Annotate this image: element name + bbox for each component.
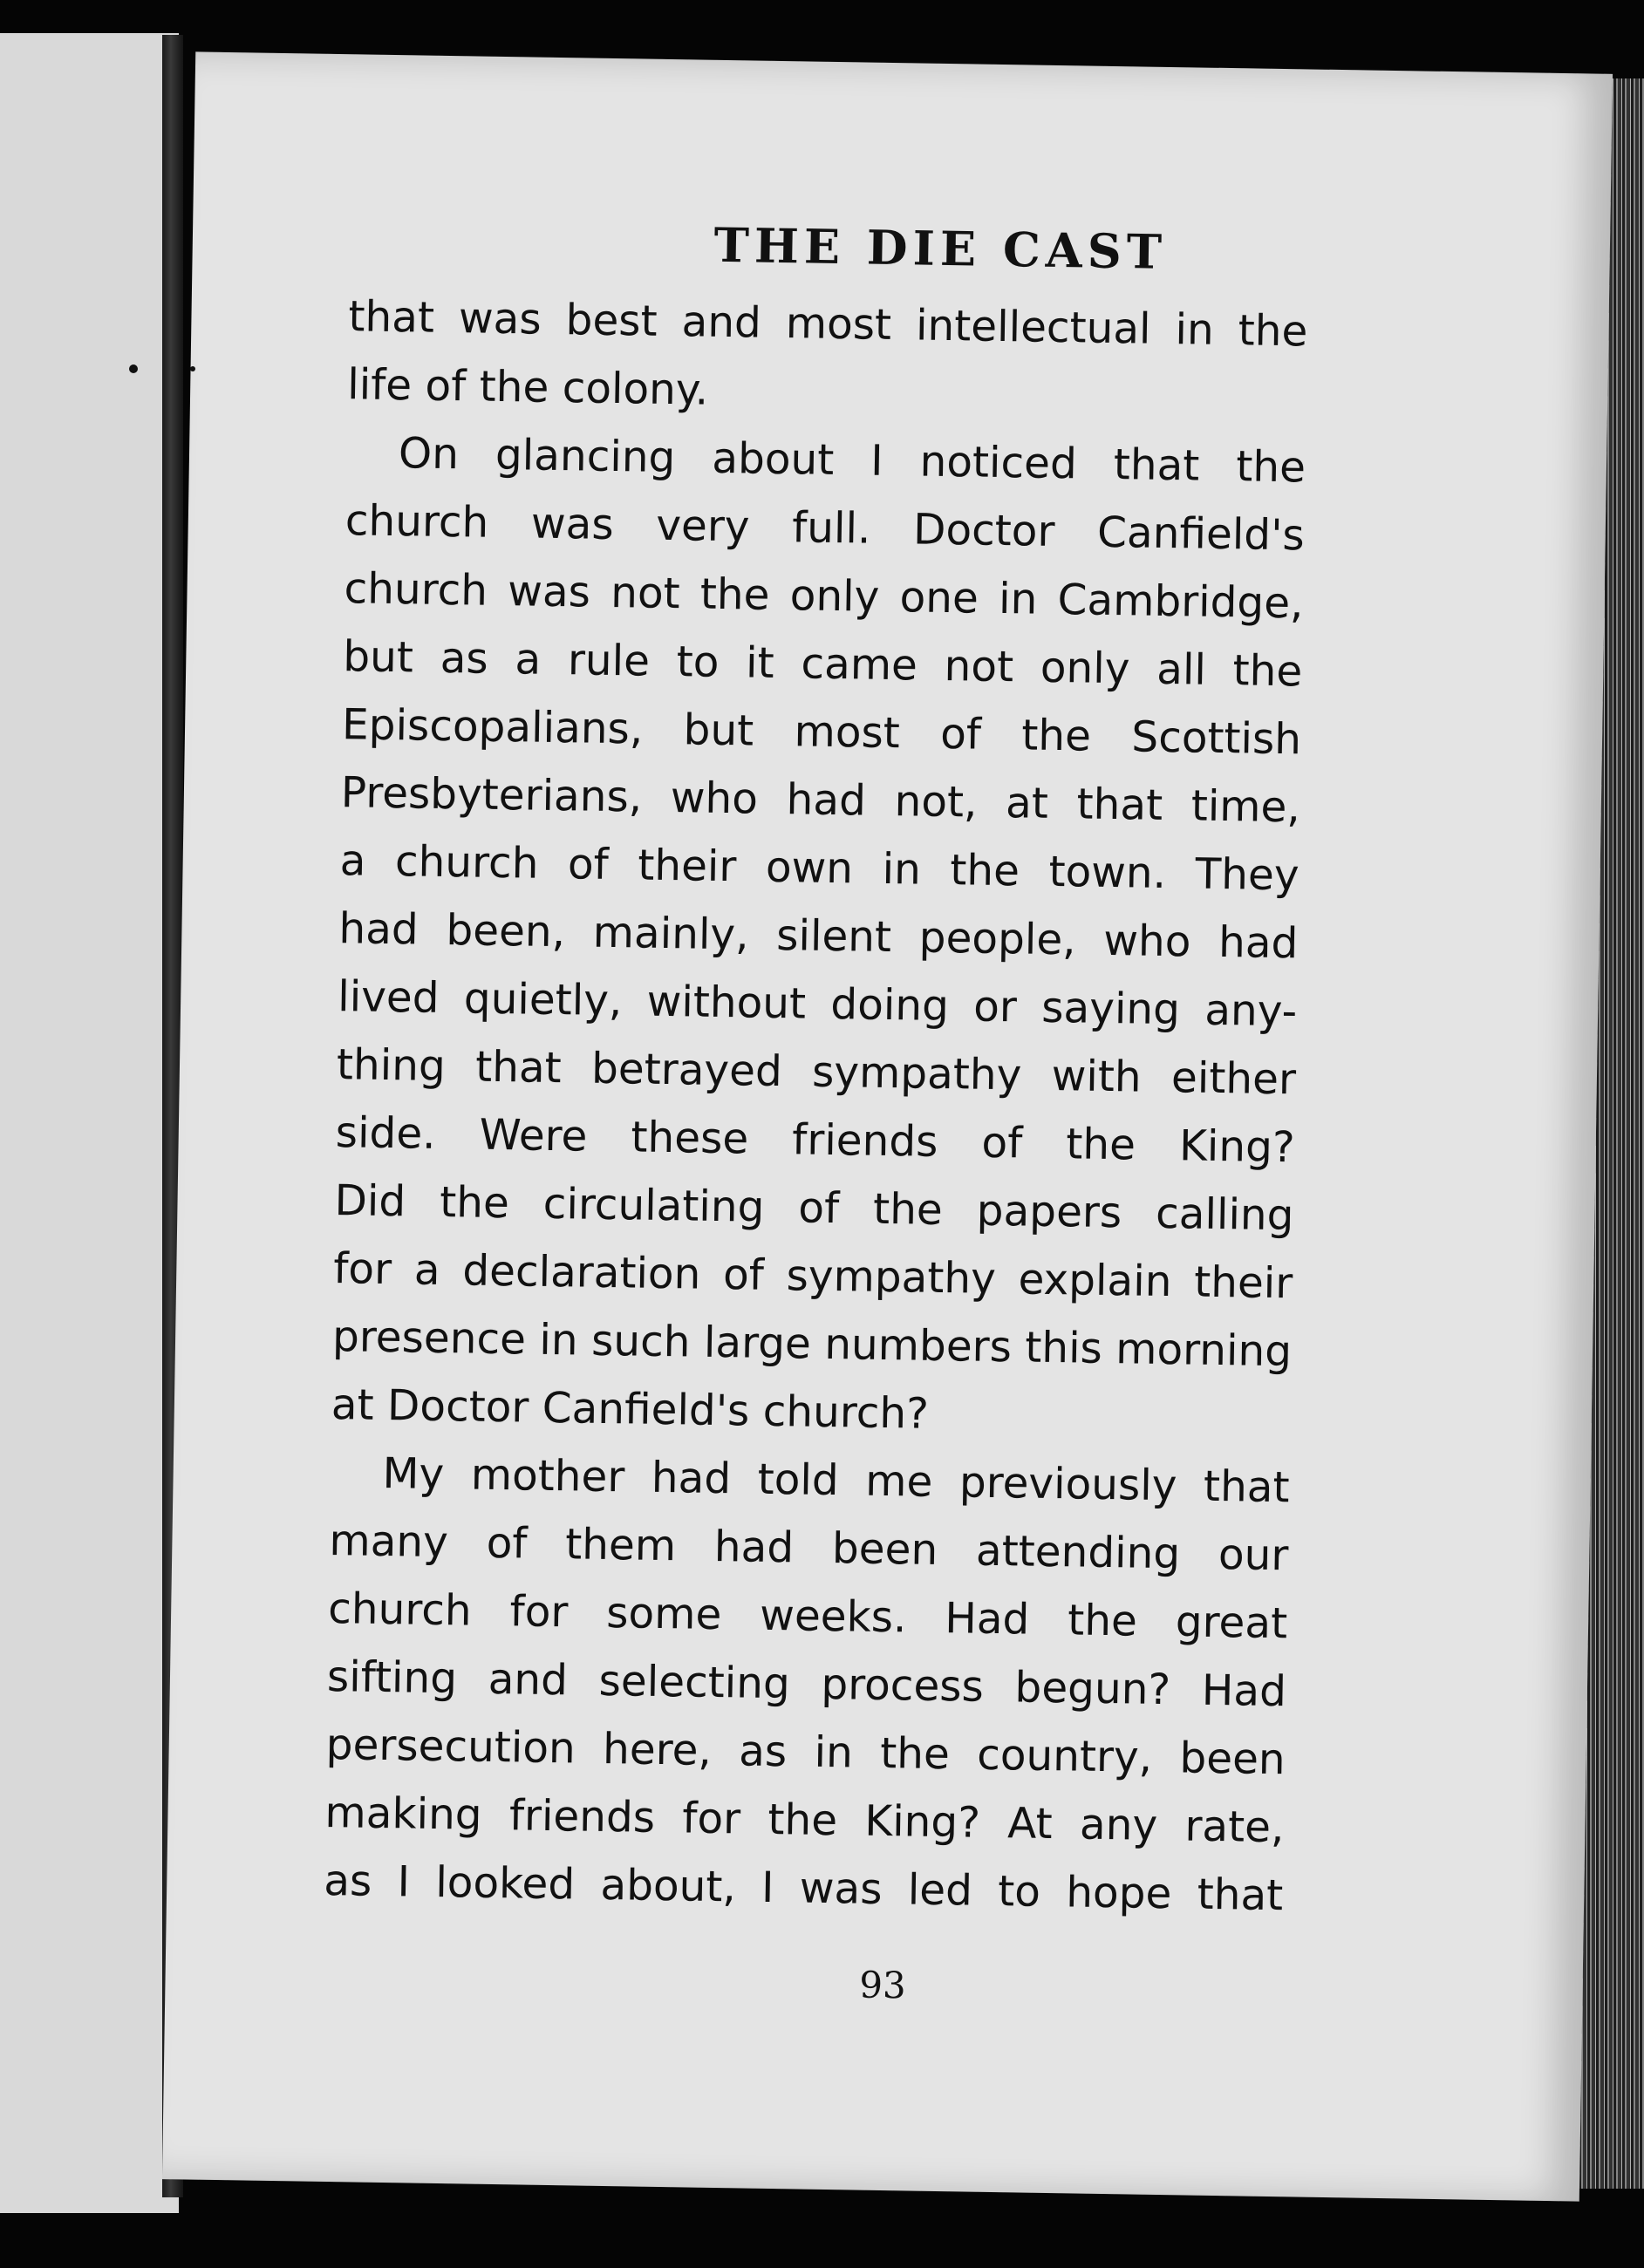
text-line: had been, mainly, silent people, who had	[338, 904, 1299, 969]
text-line: for a declaration of sympathy explain their	[332, 1244, 1293, 1309]
text-line: persecution here, as in the country, been	[325, 1720, 1286, 1785]
text-line: church for some weeks. Had the great	[327, 1584, 1288, 1649]
text-line: sifting and selecting process begun? Had	[326, 1652, 1287, 1717]
text-line: church was not the only one in Cambridge,	[344, 564, 1304, 629]
body-text	[324, 283, 1308, 1930]
text-line: a church of their own in the town. They	[339, 836, 1300, 901]
text-line: that was best and most intellectual in the	[348, 292, 1308, 357]
text-line: making friends for the King? At any rate,	[324, 1788, 1285, 1853]
text-line: church was very full. Doctor Canfield's	[344, 496, 1306, 561]
book-page	[162, 51, 1613, 2201]
running-head: THE DIE CAST	[713, 216, 1168, 280]
text-line: On glancing about I noticed that the	[398, 429, 1306, 493]
text-line: at Doctor Canfield's church?	[331, 1380, 930, 1439]
text-line: My mother had told me previously that	[382, 1448, 1290, 1513]
scan-speck	[129, 364, 138, 373]
text-line: Presbyterians, who had not, at that time,	[340, 768, 1301, 833]
text-line: thing that betrayed sympathy with either	[336, 1040, 1297, 1105]
text-line: side. Were these friends of the King?	[335, 1108, 1296, 1173]
text-line: many of them had been attending our	[329, 1516, 1289, 1581]
text-line: lived quietly, without doing or saying any-	[337, 972, 1298, 1037]
page-number: 93	[858, 1963, 907, 2007]
scan-speck	[190, 366, 195, 371]
text-line: life of the colony.	[346, 360, 709, 415]
text-line: Episcopalians, but most of the Scottish	[341, 700, 1302, 765]
facing-page-edge	[0, 33, 179, 2213]
text-line: as I looked about, I was led to hope that	[323, 1856, 1284, 1921]
text-line: presence in such large numbers this morning	[331, 1312, 1293, 1377]
text-line: but as a rule to it came not only all the	[342, 632, 1303, 697]
text-line: Did the circulating of the papers calling	[334, 1176, 1294, 1241]
